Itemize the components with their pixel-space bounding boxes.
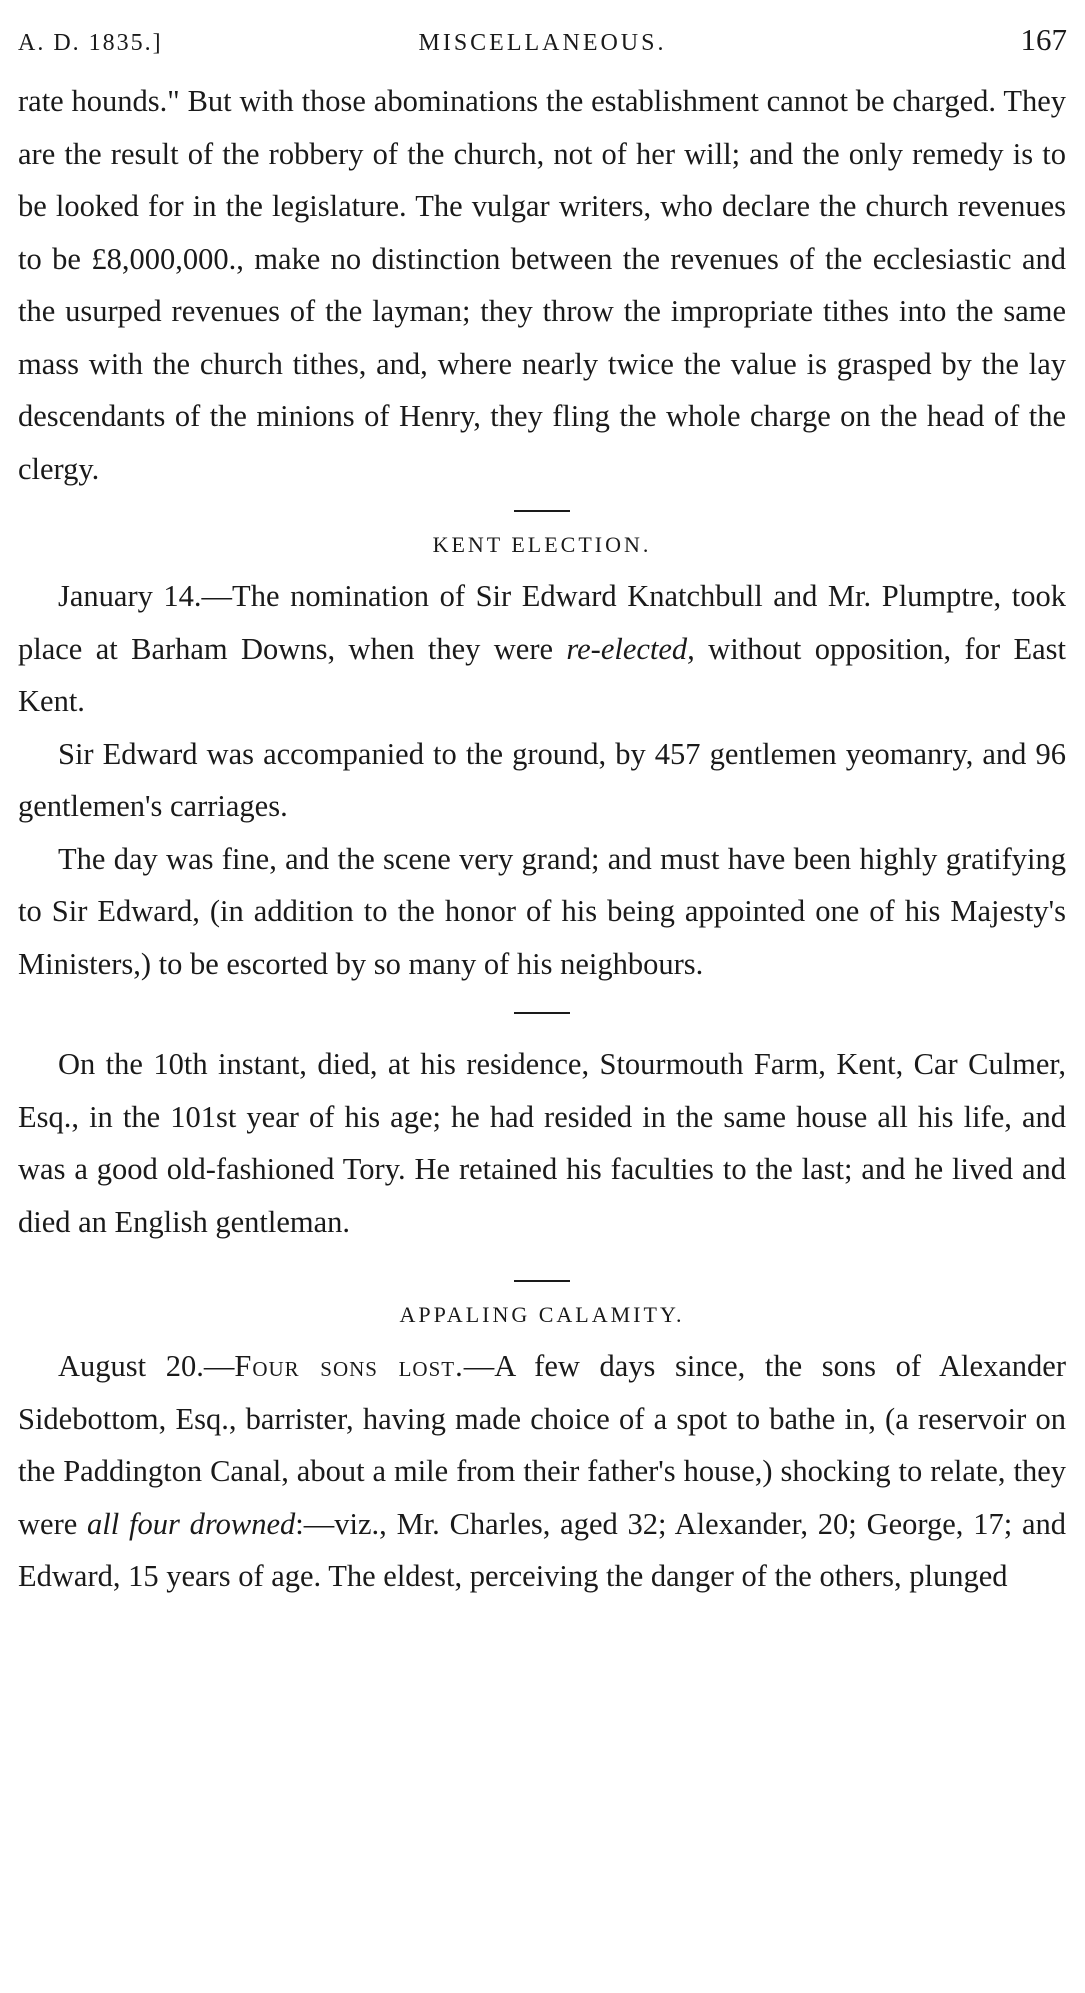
calamity-label: Four sons lost. — [234, 1349, 464, 1383]
running-head-date: A. D. 1835.] — [18, 30, 163, 56]
running-head-title: MISCELLANEOUS. — [418, 30, 667, 56]
continued-paragraph: rate hounds." But with those abominations the establishment cannot be charged. They are the result of the robbery of the church, not of her will; and the only remedy is to be looked for in the legislature. The vulgar writers, who declare the church revenues to be £8,000,000., make no distinction between the revenues of the ecclesiastic and the usurped revenues of the layman; they throw the impropriate tithes into the same mass with the church tithes, and, where nearly twice the value is grasped by the lay descendants of the minions of Henry, they fling the whole charge on the head of the clergy. — [18, 84, 1066, 486]
section-divider — [514, 1280, 570, 1282]
calamity-date: August 20.— — [58, 1349, 235, 1383]
section-divider — [514, 510, 570, 512]
obituary-paragraph: On the 10th instant, died, at his residence, Stourmouth Farm, Kent, Car Culmer, Esq., in the 101st year of his age; he had resided in the same house all his life, and was a good old-fashioned Tory. He retained his faculties to the last; and he lived and died an English gentleman. — [18, 1047, 1066, 1239]
page-body — [18, 75, 1066, 1603]
kent-paragraph-1 — [18, 570, 1066, 728]
kent-p1-text-b: without opposition, for East Kent. — [18, 631, 1066, 718]
kent-p1-text-a: January 14.—The nomination of Sir Edward Knatchbull and Mr. Plumptre, took place at Barham Downs, when they were — [18, 579, 1066, 666]
calamity-text-b: :—viz., Mr. Charles, aged 32; Alexander, 20; George, 17; and Edward, 15 years of age. The eldest, perceiving the danger of the others, plunged — [18, 1506, 1066, 1593]
calamity-text-a: —A few days since, the sons of Alexander Sidebottom, Esq., barrister, having made choice of a spot to bathe in, (a reservoir on the Paddington Canal, about a mile from their father's house,) shocking to relate, they were — [18, 1349, 1066, 1541]
kent-p1-emphasis: re-elected, — [566, 631, 695, 666]
section-divider — [514, 1012, 570, 1014]
section-heading-appaling-calamity: APPALING CALAMITY. — [399, 1302, 685, 1327]
kent-paragraph-2: Sir Edward was accompanied to the ground, by 457 gentlemen yeomanry, and 96 gentlemen's carriages. — [18, 736, 1066, 823]
kent-paragraph-3: The day was fine, and the scene very grand; and must have been highly gratifying to Sir Edward, (in addition to the honor of his being appointed one of his Majesty's Ministers,) to be escorted by so many of his neighbours. — [18, 841, 1066, 981]
calamity-paragraph — [18, 1340, 1066, 1603]
page-number: 167 — [1020, 22, 1067, 57]
running-head — [18, 22, 1067, 62]
section-heading-kent-election: KENT ELECTION. — [432, 532, 652, 557]
calamity-emphasis: all four drowned — [87, 1506, 296, 1541]
